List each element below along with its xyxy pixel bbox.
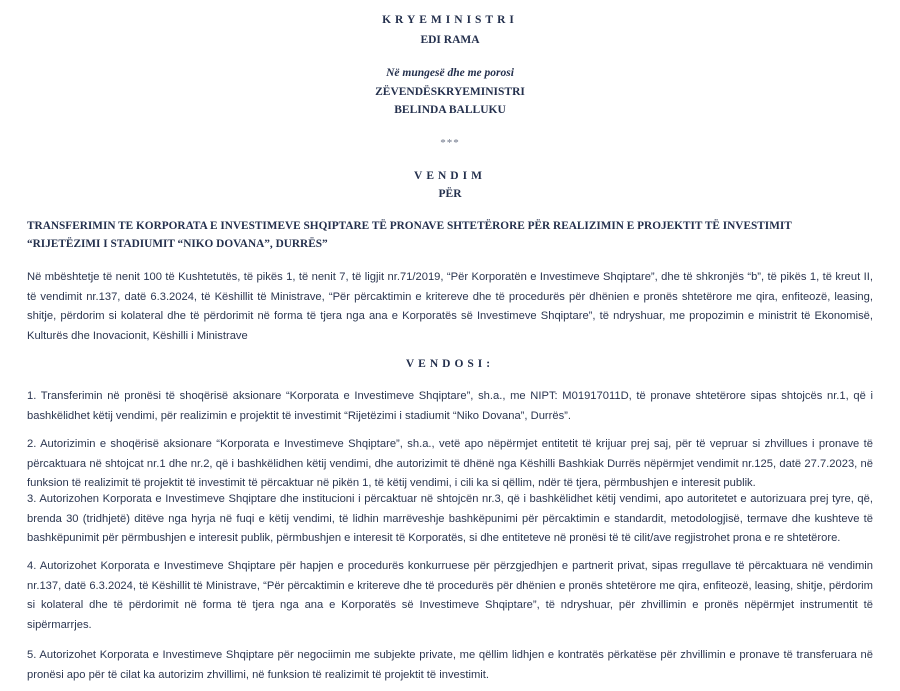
pm-name: EDI RAMA [420,34,480,46]
decides-label: VENDOSI: [405,358,495,370]
point-5: 5. Autorizohet Korporata e Investimeve Shqiptare për negociimin me subjekte private, me qëllim lidhjen e kontratës përkatëse për zhvillimin e pronave të transferuara në pronësi apo për të cilat ka autorizim zhvillimi, në funksion të realizimit të projektit të investimit. [27,649,873,681]
deputy-name: BELINDA BALLUKU [394,104,506,116]
absence-note: Në mungesë dhe me porosi [386,67,514,79]
separator: *** [440,137,460,149]
point-1: 1. Transferimin në pronësi të shoqërisë aksionare “Korporata e Investimeve Shqiptare”, sh.a., me NIPT: M01917011D, të pronave shtetërore sipas shtojcës nr.1, që i bashkëlidhet këtij vendimi, për realizimin e projektit të investimit “Rijetëzimi i stadiumit “Niko Dovana”, Durrës”. [27,390,873,422]
point-4: 4. Autorizohet Korporata e Investimeve Shqiptare për hapjen e procedurës konkurruese për përzgjedhjen e partnerit privat, sipas rregullave të përcaktuara në vendimin nr.137, datë 6.3.2024, të Këshillit të Ministrave, “Për përcaktimin e kritereve dhe të procedurës për dhënien e pronës shtetërore me qira, enfiteozë, leasing, shitje, përdorim si kolateral dhe të përdorimit në forma të tjera nga ana e Korporatës së Investimeve Shqiptare”, të ndryshuar, për zhvillimin e pronës nëpërmjet instrumentit të sipërmarrjes. [27,560,873,631]
point-3: 3. Autorizohen Korporata e Investimeve Shqiptare dhe institucioni i përcaktuar në shtojcën nr.3, që i bashkëlidhet këtij vendimi, apo autoritetet e autorizuara prej tyre, që, brenda 30 (tridhjetë) ditëve nga hyrja në fuqi e këtij vendimi, të lidhin marrëveshje bashkëpunimi për përcaktimin e standardit, metodologjisë, termave dhe kushteve të bashkëpunimit për përmbushjen e interesit publik, përmbushjen e interesit të Korporatës, si dhe entiteteve në pronësi të të cilit/ave regjistrohet prona e re shtetërore. [27,493,873,544]
for-label: PËR [438,188,462,200]
point-2: 2. Autorizimin e shoqërisë aksionare “Korporata e Investimeve Shqiptare”, sh.a., vetë apo nëpërmjet entitetit të krijuar prej saj, për të vepruar si zhvillues i pronave të përcaktuara në shtojcat nr.1 dhe nr.2, që i bashkëlidhen këtij vendimi, dhe autorizimit të dhënë nga Këshilli Bashkiak Durrës nëpërmjet vendimit nr.125, datë 27.7.2023, në funksion të realizimit të projektit të investimit të përcaktuar në pikën 1, të këtij vendimi, i cili ka si qëllim, ndër të tjera, përmbushjen e interesit publik. [27,438,873,489]
decision-title-line-1: TRANSFERIMIN TE KORPORATA E INVESTIMEVE SHQIPTARE TË PRONAVE SHTETËRORE PËR REALIZIMIN E PROJEKTIT TË INVESTIMIT [27,220,792,232]
decision-label: VENDIM [414,170,486,182]
decision-title-line-2: “RIJETËZIMI I STADIUMIT “NIKO DOVANA”, DURRËS” [27,238,328,250]
deputy-title: ZËVENDËSKRYEMINISTRI [375,86,525,98]
office-heading: KRYEMINISTRI [382,14,518,26]
preamble-paragraph: Në mbështetje të nenit 100 të Kushtetutës, të pikës 1, të nenit 7, të ligjit nr.71/2019, “Për Korporatën e Investimeve Shqiptare”, dhe të shkronjës “b”, të pikës 1, të kreut II, të vendimit nr.137, datë 6.3.2024, të Këshillit të Ministrave, “Për përcaktimin e kritereve dhe të procedurës për dhënien e pronës shtetërore me qira, enfiteozë, leasing, shitje, përdorim si kolateral dhe të përdorimit në forma të tjera nga ana e Korporatës së Investimeve Shqiptare”, të ndryshuar, me propozimin e ministrit të Ekonomisë, Kulturës dhe Inovacionit, Këshilli i Ministrave [27,271,873,342]
